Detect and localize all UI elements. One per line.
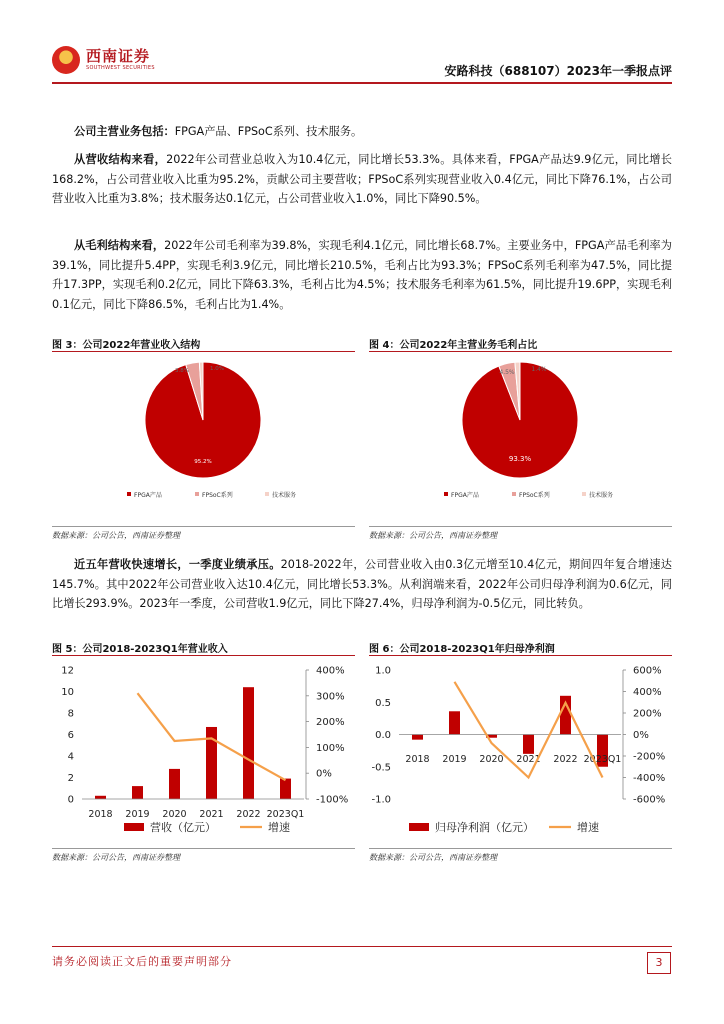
legend-label: 归母净利润（亿元） [435,821,534,834]
report-title: 安路科技（688107）2023年一季报点评 [444,64,672,78]
legend-label: FPGA产品 [134,492,162,499]
figure-5-title: 图 5：公司2018-2023Q1年营业收入 [52,644,228,655]
legend-label: FPGA产品 [451,492,479,499]
bar [523,735,534,754]
right-axis-tick-label: 600% [633,665,662,677]
category-label: 2018 [88,809,113,820]
bar [412,735,423,740]
figure-5-source-rule [52,848,355,849]
figure-3-pie-chart [52,354,355,524]
left-axis-tick-label: 0.5 [375,697,391,709]
left-axis-tick-label: 6 [67,730,74,741]
pie-data-label: 3.8% [175,368,189,374]
paragraph-business [52,122,672,142]
figure-5-source: 数据来源：公司公告，西南证券整理 [52,853,180,862]
left-axis-tick-label: 0 [67,794,74,806]
legend-swatch-bar [409,823,429,831]
bar [95,796,106,799]
legend-swatch [195,492,199,496]
brand-logo-icon [52,46,80,74]
figure-3-rule [52,351,355,352]
paragraph-margin-structure [52,236,672,314]
left-axis-tick-label: 12 [61,665,74,677]
category-label: 2018 [405,754,430,765]
right-axis-tick-label: 0% [633,730,649,741]
legend-label: 营收（亿元） [150,821,216,834]
paragraph-revenue-structure [52,150,672,209]
legend-label: FPSoC系列 [519,492,550,499]
legend-swatch-bar [124,823,144,831]
right-axis-tick-label: 200% [316,717,345,729]
legend-swatch [127,492,131,496]
paragraph-text: 2022年公司营业总收入为10.4亿元，同比增长53.3%。具体来看，FPGA产品达9.9亿元，同比增长168.2%，占公司营业收入比重为95.2%，贡献公司主要营收；FPSoC系列实现营业收入0.4亿元，同比下降76.1%，占公司营业收入比重为3.8%；技术服务达0.1亿元，占公司营业收入1.0%，同比下降90.5%。 [52,153,672,205]
category-label: 2019 [125,809,150,820]
legend-label: 增速 [577,821,599,834]
category-label: 2020 [162,809,187,820]
figure-4-pie-chart [369,354,672,524]
figure-6-rule [369,655,672,656]
right-axis-tick-label: 300% [316,691,345,703]
page-number: 3 [647,952,671,974]
pie-data-label: 93.3% [508,455,532,463]
legend-swatch [582,492,586,496]
pie-data-label: 95.2% [194,459,212,465]
paragraph-lead: 从毛利结构来看， [74,239,165,252]
bar [280,779,291,799]
paragraph-text: FPGA产品、FPSoC系列、技术服务。 [174,125,363,138]
right-axis-tick-label: 200% [633,708,662,720]
right-axis-tick-label: -100% [316,794,349,806]
brand-name-en: SOUTHWEST SECURITIES [86,65,155,71]
figure-3-title: 图 3：公司2022年营业收入结构 [52,340,201,351]
figure-6-profit-chart [369,658,672,846]
legend-label: 增速 [268,821,290,834]
legend-label: 技术服务 [272,492,297,499]
left-axis-tick-label: -0.5 [371,762,391,774]
paragraph-lead: 近五年营收快速增长，一季度业绩承压。 [74,558,281,571]
bar [449,711,460,734]
paragraph-text: 2022年公司毛利率为39.8%，实现毛利4.1亿元，同比增长68.7%。主要业务中，FPGA产品毛利率为39.1%，同比提升5.4PP，实现毛利3.9亿元，同比增长210.5%，毛利占比为93.3%；FPSoC系列毛利率为47.5%，同比提升17.3PP，实现毛利0.2亿元，同比下降63.3%，毛利占比为4.5%；技术服务毛利率为61.5%，同比提升19.6PP，实现毛利0.1亿元，同比下降86.5%，毛利占比为1.4%。 [52,239,672,311]
figure-4-source-rule [369,526,672,527]
paragraph-growth [52,555,672,614]
category-label: 2021 [199,809,224,820]
right-axis-tick-label: -600% [633,794,666,806]
right-axis-tick-label: 0% [316,768,332,780]
paragraph-lead: 从营收结构来看， [74,153,167,166]
left-axis-tick-label: 0.0 [375,730,391,741]
pie-data-label: 1.0% [210,366,224,372]
figure-3-source-rule [52,526,355,527]
category-label: 2023Q1 [583,754,622,765]
figure-4-title: 图 4：公司2022年主营业务毛利占比 [369,340,538,351]
paragraph-text: 2018-2022年，公司营业收入由0.3亿元增至10.4亿元，期间四年复合增速达145.7%。其中2022年公司营业收入达10.4亿元，同比增长53.3%。从利润端来看，2022年公司归母净利润为0.6亿元，同比增长293.9%。2023年一季度，公司营收1.9亿元，同比下降27.4%，归母净利润为-0.5亿元，同比转负。 [52,558,672,610]
category-label: 2022 [236,809,261,820]
legend-label: FPSoC系列 [202,492,233,499]
left-axis-tick-label: 2 [67,773,74,784]
category-label: 2021 [516,754,541,765]
right-axis-tick-label: -400% [633,773,666,784]
bar [243,687,254,799]
brand-name: 西南证券 [86,47,151,65]
left-axis-tick-label: 8 [67,708,74,720]
category-label: 2020 [479,754,504,765]
legend-label: 技术服务 [589,492,614,499]
left-axis-tick-label: -1.0 [371,794,391,806]
right-axis-tick-label: 100% [316,742,345,754]
bar [132,786,143,799]
right-axis-tick-label: 400% [316,665,345,677]
right-axis-tick-label: 400% [633,687,662,698]
right-axis-tick-label: -200% [633,751,666,763]
paragraph-lead: 公司主营业务包括： [74,125,175,138]
left-axis-tick-label: 4 [67,751,74,763]
pie-data-label: 4.5% [499,369,515,376]
figure-3-source: 数据来源：公司公告，西南证券整理 [52,531,180,540]
legend-swatch [512,492,516,496]
category-label: 2022 [553,754,578,765]
legend-swatch [444,492,448,496]
category-label: 2019 [442,754,467,765]
footer-divider [52,946,672,947]
figure-4-rule [369,351,672,352]
header-divider [52,82,672,84]
figure-6-source-rule [369,848,672,849]
figure-5-revenue-chart [52,658,355,846]
pie-data-label: 1.4% [531,366,547,373]
left-axis-tick-label: 1.0 [375,665,391,677]
category-label: 2023Q1 [266,809,305,820]
disclaimer-note: 请务必阅读正文后的重要声明部分 [52,955,232,968]
figure-6-title: 图 6：公司2018-2023Q1年归母净利润 [369,644,555,655]
figure-4-source: 数据来源：公司公告，西南证券整理 [369,531,497,540]
bar [169,769,180,799]
figure-6-source: 数据来源：公司公告，西南证券整理 [369,853,497,862]
legend-swatch [265,492,269,496]
left-axis-tick-label: 10 [61,687,74,698]
figure-5-rule [52,655,355,656]
